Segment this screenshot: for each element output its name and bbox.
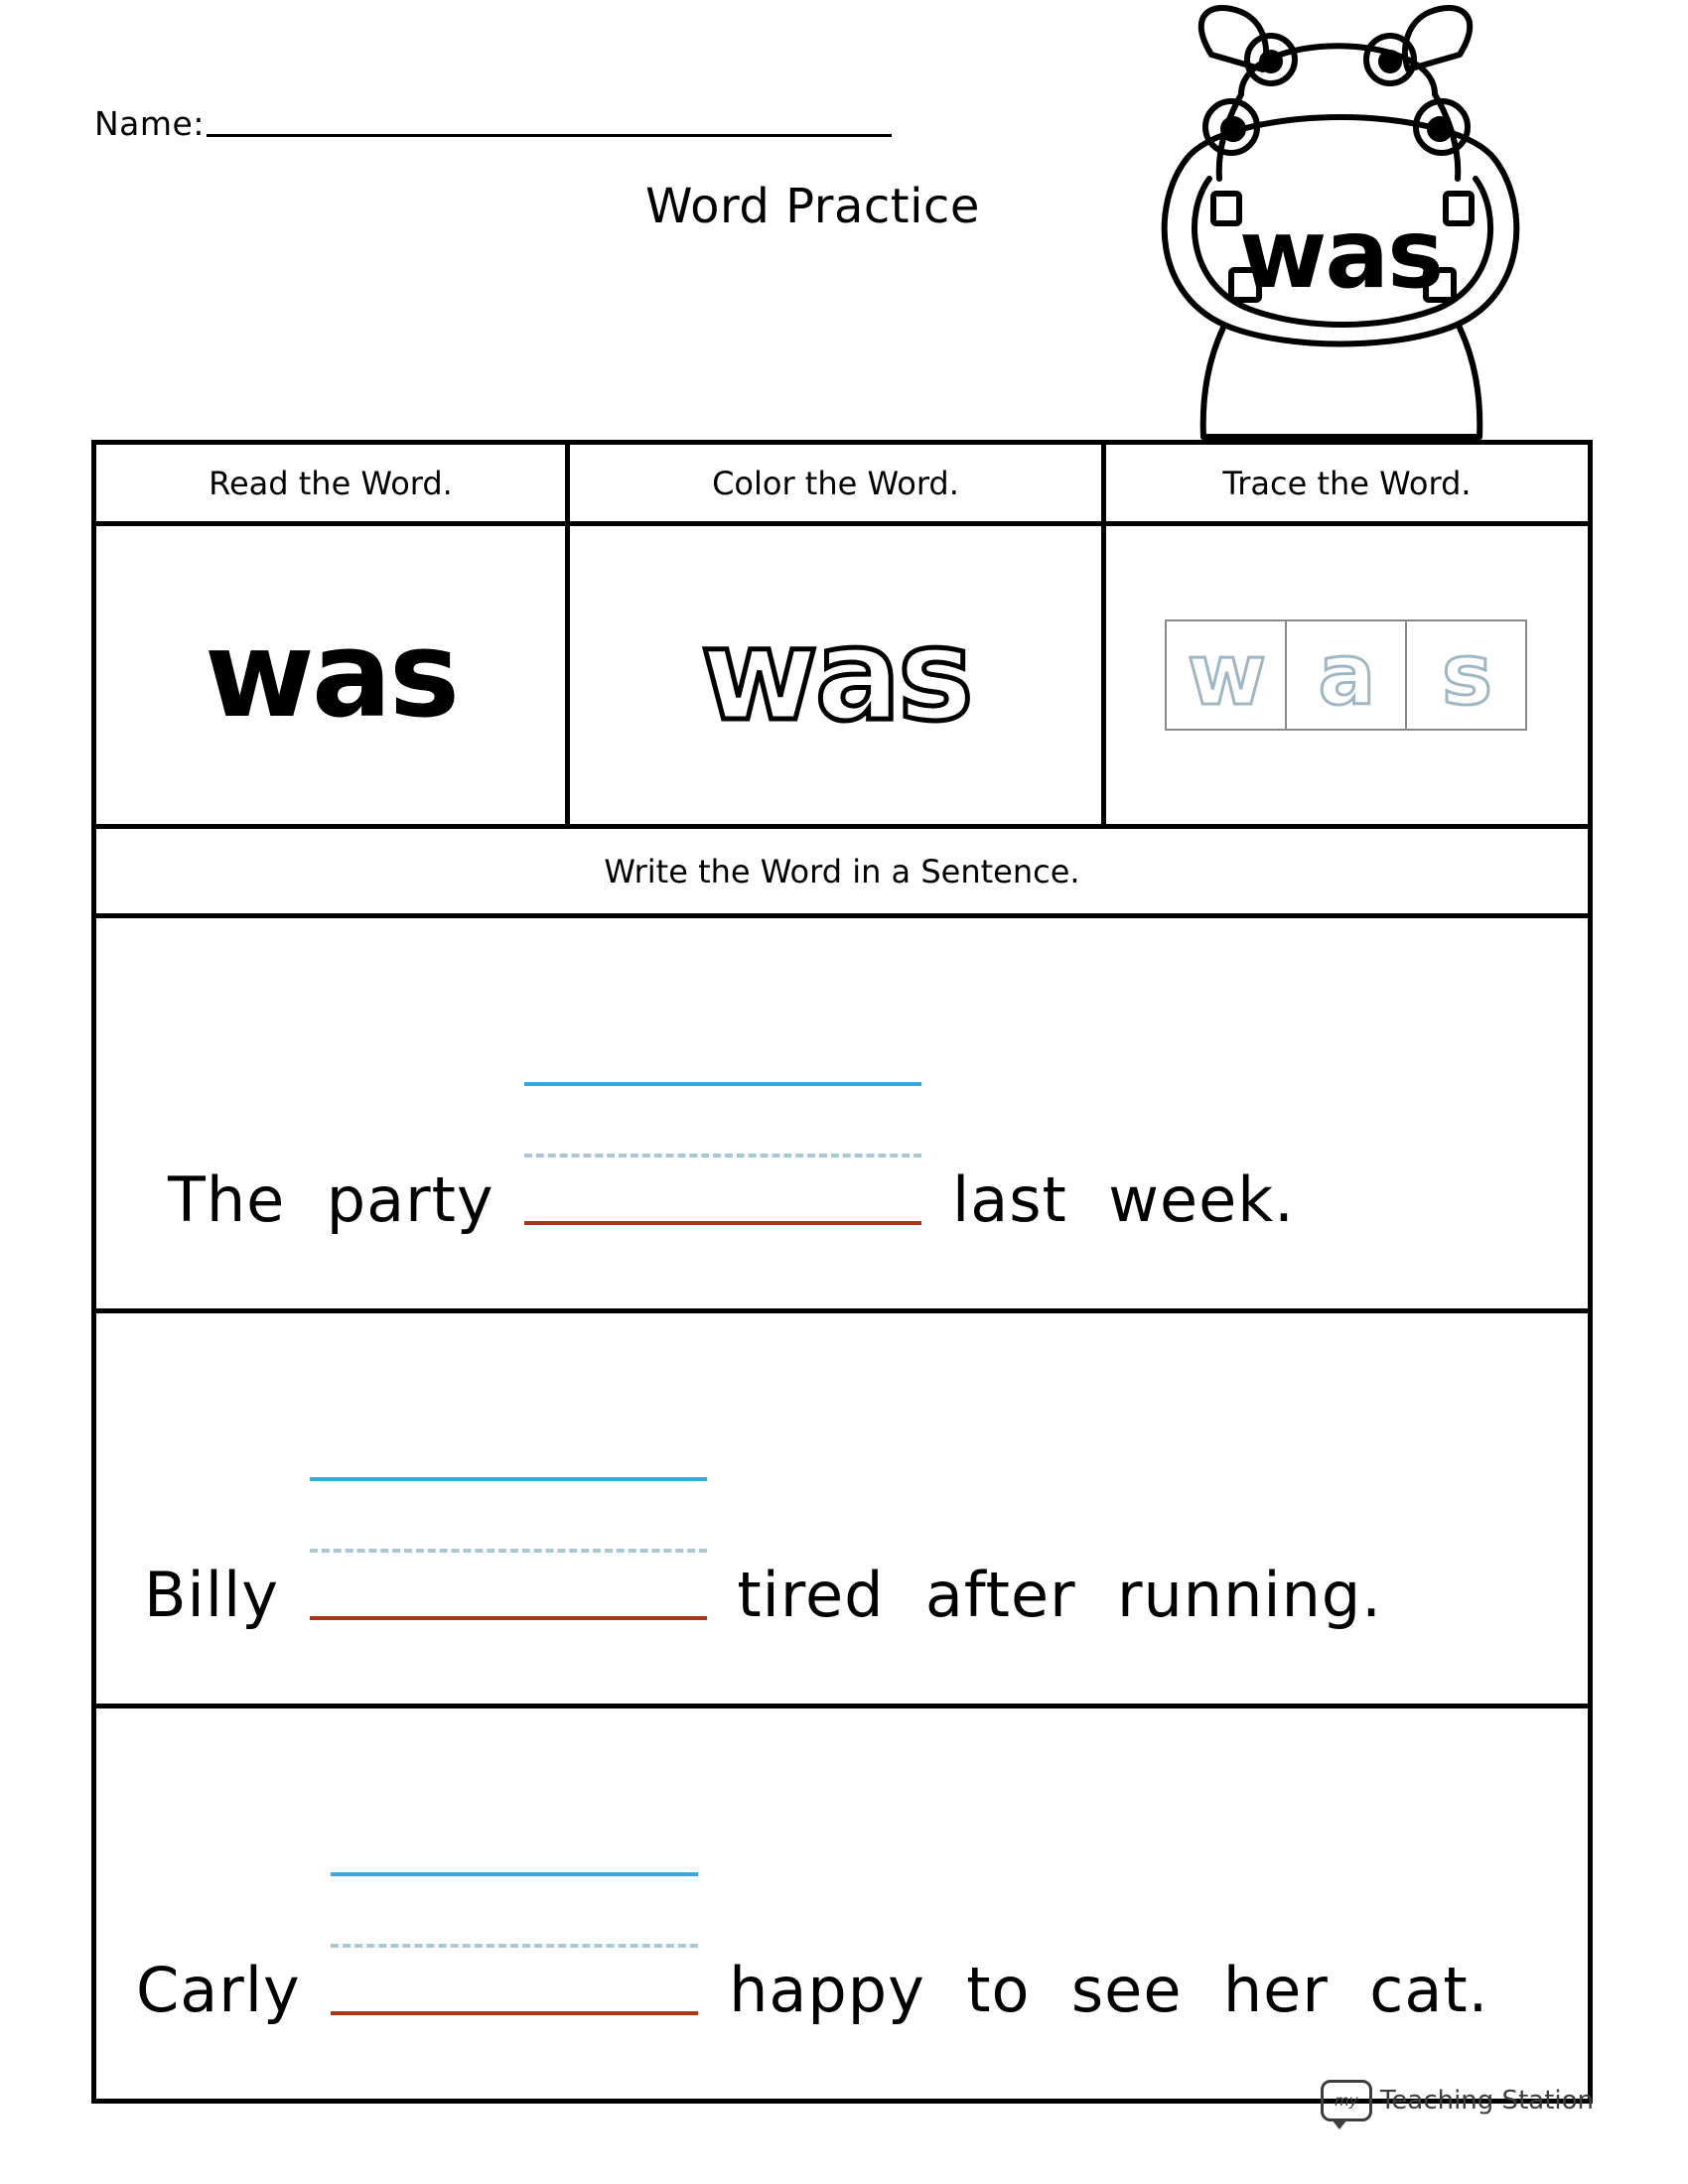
column-header-read: Read the Word. xyxy=(96,445,570,526)
worksheet-table xyxy=(91,440,1593,2104)
blank-top-rule xyxy=(310,1477,707,1481)
color-word-outline[interactable]: was xyxy=(700,601,971,750)
blank-top-rule xyxy=(524,1082,921,1086)
sentence-text-before: Carly xyxy=(136,1954,322,2026)
mascot-word: was xyxy=(1238,199,1443,310)
blank-mid-rule xyxy=(331,1944,698,1948)
sentence-text-before: The party xyxy=(168,1163,515,1236)
name-write-line[interactable] xyxy=(207,134,892,137)
blank-bottom-rule xyxy=(310,1616,707,1620)
blank-mid-rule xyxy=(524,1154,921,1158)
blank-mid-rule xyxy=(310,1549,707,1553)
trace-letter-box[interactable]: w xyxy=(1165,619,1287,731)
sentence-section-header: Write the Word in a Sentence. xyxy=(96,829,1588,918)
word-display-row xyxy=(96,526,1588,829)
sentence-write-blank[interactable] xyxy=(331,1872,698,2021)
sentence-line xyxy=(96,1477,1588,1631)
color-word-cell[interactable] xyxy=(570,526,1106,829)
trace-boxes[interactable] xyxy=(1167,619,1527,731)
sentence-row xyxy=(96,1708,1588,2099)
footer-logo xyxy=(1321,2080,1594,2121)
sentence-line xyxy=(96,1872,1588,2026)
sentence-text-after: last week. xyxy=(931,1163,1295,1236)
sentence-text-after: happy to see her cat. xyxy=(708,1954,1489,2026)
sentence-header-row xyxy=(96,829,1588,918)
sentence-write-blank[interactable] xyxy=(524,1082,921,1231)
speech-bubble-icon: my xyxy=(1321,2080,1372,2121)
column-header-row xyxy=(96,445,1588,526)
read-word-cell xyxy=(96,526,570,829)
sentence-row xyxy=(96,1313,1588,1708)
column-header-trace: Trace the Word. xyxy=(1106,445,1588,526)
sentence-text-after: tired after running. xyxy=(716,1559,1382,1631)
trace-word-cell[interactable] xyxy=(1106,526,1588,829)
name-field-row xyxy=(94,104,892,143)
sentence-row xyxy=(96,918,1588,1313)
sentence-text-before: Billy xyxy=(144,1559,300,1631)
column-header-color: Color the Word. xyxy=(570,445,1106,526)
page-title: Word Practice xyxy=(645,179,980,234)
footer-logo-text: Teaching Station xyxy=(1379,2086,1594,2116)
blank-bottom-rule xyxy=(524,1221,921,1225)
blank-bottom-rule xyxy=(331,2011,698,2015)
blank-top-rule xyxy=(331,1872,698,1876)
sentence-write-blank[interactable] xyxy=(310,1477,707,1626)
sentence-line xyxy=(96,1082,1588,1236)
trace-letter-box[interactable]: s xyxy=(1405,619,1527,731)
trace-letter-box[interactable]: a xyxy=(1285,619,1407,731)
read-word: was xyxy=(204,606,458,745)
hippo-icon xyxy=(1092,0,1589,457)
name-label: Name: xyxy=(94,104,205,143)
